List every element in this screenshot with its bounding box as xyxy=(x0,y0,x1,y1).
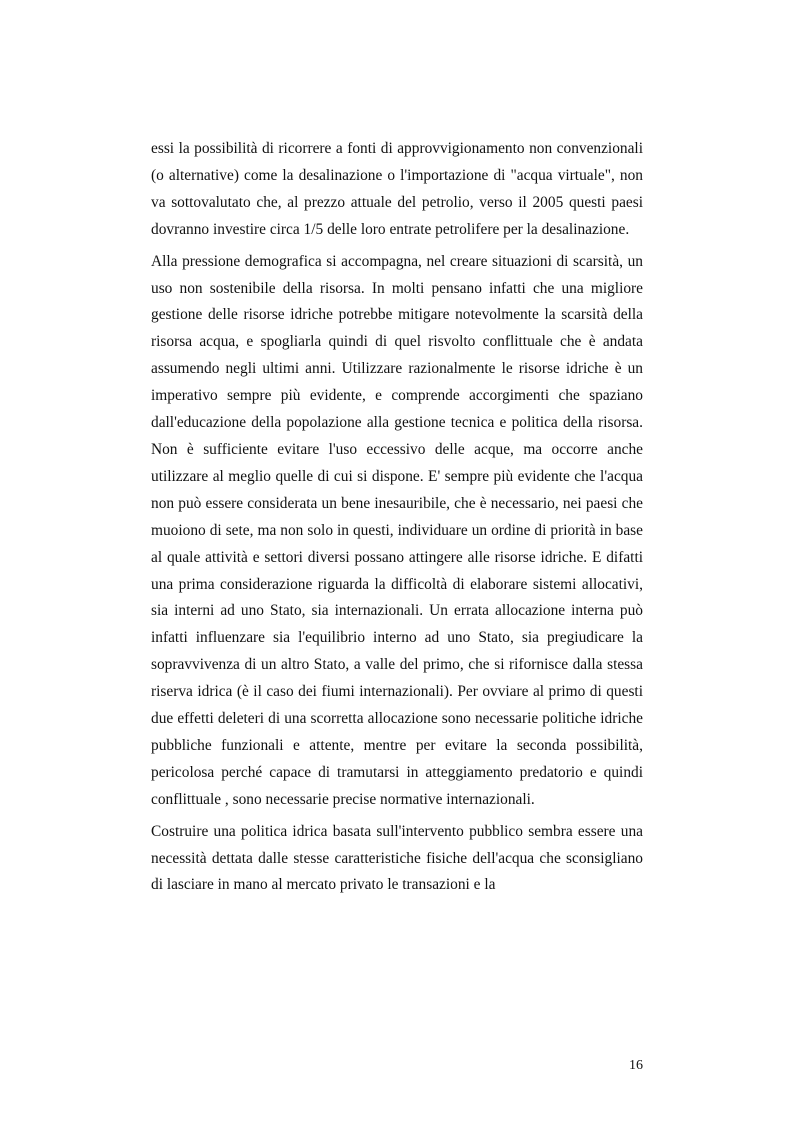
paragraph-water-management: Alla pressione demografica si accompagna, nel creare situazioni di scarsità, un uso non sostenibile della risorsa. In molti pensano infatti che una migliore gestione delle risorse idriche potrebbe mitigare notevolmente la scarsità della risorsa acqua, e spogliarla quindi di quel risvolto conflittuale che è andata assumendo negli ultimi anni. Utilizzare razionalmente le risorse idriche è un imperativo sempre più evidente, e comprende accorgimenti che spaziano dall'educazione della popolazione alla gestione tecnica e politica della risorsa. Non è sufficiente evitare l'uso eccessivo delle acque, ma occorre anche utilizzare al meglio quelle di cui si dispone. E' sempre più evidente che l'acqua non può essere considerata un bene inesauribile, che è necessario, nei paesi che muoiono di sete, ma non solo in questi, individuare un ordine di priorità in base al quale attività e settori diversi possano attingere alle risorse idriche. E difatti una prima considerazione riguarda la difficoltà di elaborare sistemi allocativi, sia interni ad uno Stato, sia internazionali. Un errata allocazione interna può infatti influenzare sia l'equilibrio interno ad uno Stato, sia pregiudicare la sopravvivenza di un altro Stato, a valle del primo, che si rifornisce dalla stessa riserva idrica (è il caso dei fiumi internazionali). Per ovviare al primo di questi due effetti deleteri di una scorretta allocazione sono necessarie politiche idriche pubbliche funzionali e attente, mentre per evitare la seconda possibilità, pericolosa perché capace di tramutarsi in atteggiamento predatorio e quindi conflittuale , sono necessarie precise normative internazionali. xyxy=(151,252,643,808)
page-number: 16 xyxy=(629,1058,643,1073)
paragraph-public-policy: Costruire una politica idrica basata sull'intervento pubblico sembra essere una necessità dettata dalle stesse caratteristiche fisiche dell'acqua che sconsigliano di lasciare in mano al mercato privato le transazioni e la xyxy=(151,822,643,894)
paragraph-desalination: essi la possibilità di ricorrere a fonti di approvvigionamento non convenzionali (o alternative) come la desalinazione o l'importazione di "acqua virtuale", non va sottovalutato che, al prezzo attuale del petrolio, verso il 2005 questi paesi dovranno investire circa 1/5 delle loro entrate petrolifere per la desalinazione. xyxy=(151,140,643,238)
page-body xyxy=(151,136,643,899)
